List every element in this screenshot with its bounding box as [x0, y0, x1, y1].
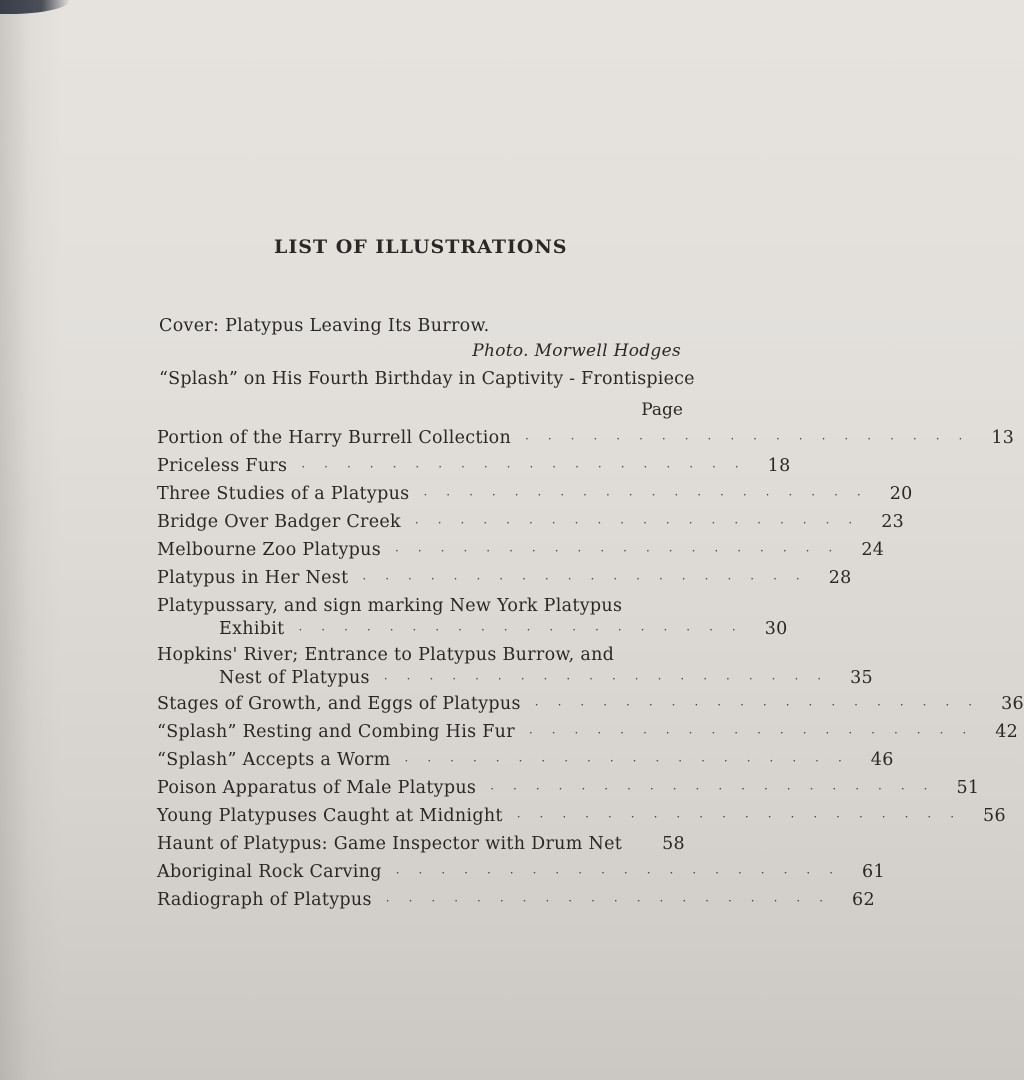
- page-number: 20: [889, 484, 913, 504]
- page-number: 24: [861, 540, 885, 560]
- page-column-header: Page: [641, 400, 683, 420]
- list-item: [157, 834, 685, 862]
- entry-line: [157, 428, 1015, 456]
- list-item: [157, 890, 875, 918]
- entry-continuation-line: [157, 619, 788, 645]
- entry-title: Three Studies of a Platypus: [157, 484, 410, 504]
- list-item: [157, 645, 873, 694]
- entry-title: Stages of Growth, and Eggs of Platypus: [157, 694, 521, 714]
- photo-credit: Photo. Morwell Hodges: [472, 341, 681, 361]
- entry-line: [157, 806, 1006, 834]
- list-item: [157, 540, 885, 568]
- page-number: 42: [995, 722, 1019, 742]
- page-title: [0, 236, 813, 258]
- entry-line: [157, 568, 852, 596]
- list-item: [157, 806, 1006, 834]
- page-number: 56: [983, 806, 1006, 826]
- page-number: 30: [764, 619, 788, 639]
- entry-title: Bridge Over Badger Creek: [157, 512, 401, 532]
- entry-title: “Splash” Resting and Combing His Fur: [157, 722, 515, 742]
- page-number: 46: [870, 750, 894, 770]
- entry-line: [157, 834, 685, 862]
- entry-line: [157, 540, 885, 568]
- dot-leader: ····················: [516, 810, 974, 824]
- entry-line: [157, 694, 1024, 722]
- list-item: [157, 750, 894, 778]
- entry-continuation-line: [157, 668, 873, 694]
- page-title-text: LIST OF ILLUSTRATIONS: [274, 236, 568, 258]
- list-item: [157, 484, 913, 512]
- entry-line: [157, 778, 980, 806]
- entry-title: Portion of the Harry Burrell Collection: [157, 428, 512, 448]
- entry-title: Melbourne Zoo Platypus: [157, 540, 382, 560]
- entry-title: Radiograph of Platypus: [157, 890, 372, 910]
- list-item: [157, 722, 1019, 750]
- list-item: [157, 428, 1015, 456]
- list-item: [157, 456, 791, 484]
- dot-leader: ····················: [383, 672, 841, 686]
- dot-leader: ····················: [362, 572, 819, 586]
- page-number: 51: [956, 778, 980, 798]
- dot-leader: ····················: [301, 460, 758, 474]
- page-number: 36: [1001, 694, 1024, 714]
- entry-title: Platypussary, and sign marking New York Platypus: [157, 596, 623, 616]
- entry-line: [157, 512, 905, 540]
- page-number: 23: [881, 512, 905, 532]
- list-item: [157, 694, 1024, 722]
- page-number: 58: [662, 834, 685, 854]
- entry-line: [157, 890, 875, 918]
- entry-title: Haunt of Platypus: Game Inspector with Drum Net: [157, 834, 623, 854]
- entry-line: [157, 596, 685, 619]
- dot-leader: ····················: [423, 488, 880, 502]
- dot-leader: ····················: [298, 623, 755, 637]
- entry-title: Nest of Platypus: [219, 668, 370, 688]
- dot-leader: ····················: [528, 726, 986, 740]
- dot-leader: ····················: [414, 516, 872, 530]
- entry-line: [157, 722, 1019, 750]
- dot-leader: ····················: [490, 782, 947, 796]
- list-item: [157, 778, 980, 806]
- page-number: 35: [850, 668, 873, 688]
- dot-leader: ····················: [534, 698, 992, 712]
- entry-title: Poison Apparatus of Male Platypus: [157, 778, 477, 798]
- list-item: [157, 596, 788, 645]
- list-item: [157, 512, 905, 540]
- entry-line: [157, 456, 791, 484]
- dot-leader: ····················: [385, 894, 843, 908]
- page-number: 28: [828, 568, 852, 588]
- frontispiece-caption: “Splash” on His Fourth Birthday in Captivity - Frontispiece: [159, 369, 695, 389]
- page-number: 13: [991, 428, 1015, 448]
- entry-title: Young Platypuses Caught at Midnight: [157, 806, 503, 826]
- cover-caption: Cover: Platypus Leaving Its Burrow.: [159, 316, 490, 336]
- entry-line: [157, 750, 894, 778]
- entry-line: [157, 862, 885, 890]
- entry-line: [157, 484, 913, 512]
- page-number: 62: [852, 890, 875, 910]
- page-number: 61: [862, 862, 885, 882]
- dot-leader: ····················: [395, 866, 853, 880]
- entry-title: Hopkins' River; Entrance to Platypus Burrow, and: [157, 645, 615, 665]
- entry-title: “Splash” Accepts a Worm: [157, 750, 391, 770]
- entry-title: Aboriginal Rock Carving: [157, 862, 382, 882]
- list-item: [157, 568, 852, 596]
- page-number: 18: [767, 456, 791, 476]
- entry-title: Exhibit: [219, 619, 285, 639]
- list-item: [157, 862, 885, 890]
- entry-title: Platypus in Her Nest: [157, 568, 349, 588]
- entry-line: [157, 645, 685, 668]
- dot-leader: ····················: [525, 432, 982, 446]
- illustrations-list: [157, 428, 1024, 918]
- dot-leader: ····················: [395, 544, 852, 558]
- dot-leader: ····················: [404, 754, 861, 768]
- entry-title: Priceless Furs: [157, 456, 288, 476]
